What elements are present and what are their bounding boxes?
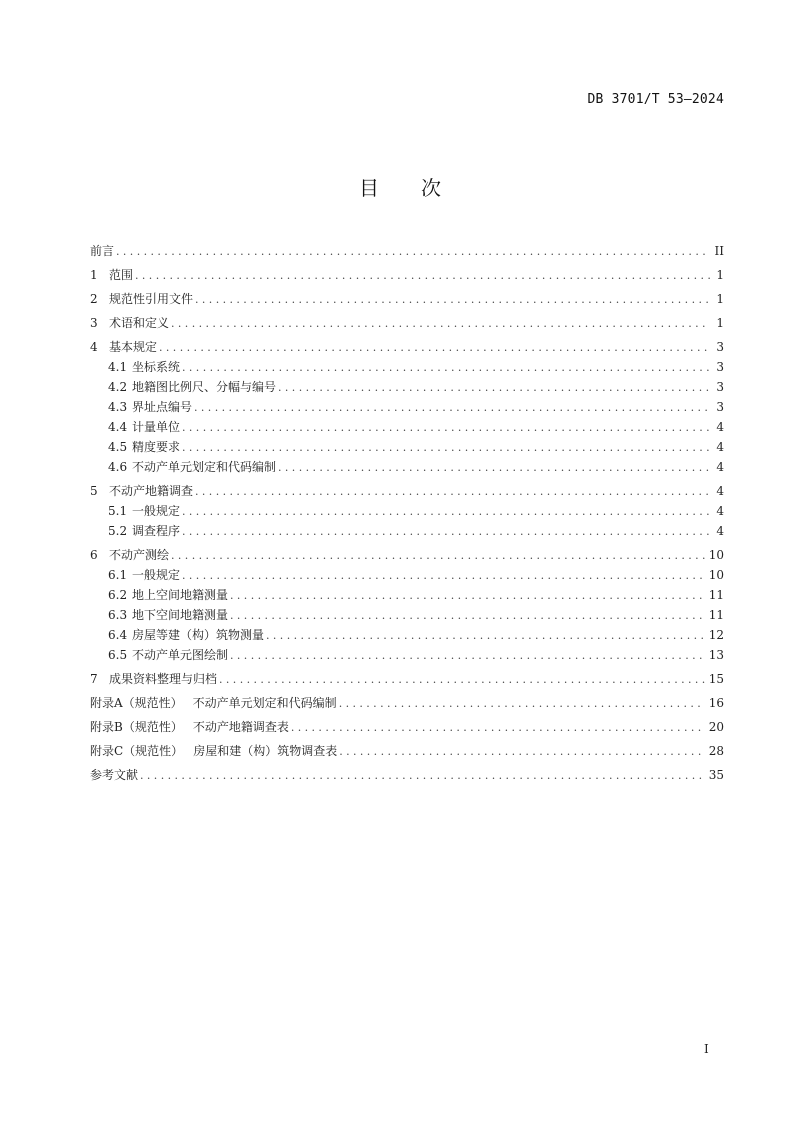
toc-page-number: 3 xyxy=(716,360,724,374)
toc-entry-label: 前言 xyxy=(90,244,115,258)
toc-entry-label: 不动产测绘 xyxy=(109,548,170,562)
dot-leader xyxy=(195,485,710,498)
toc-page-number: 16 xyxy=(708,696,724,710)
toc-entry[interactable] xyxy=(90,718,724,738)
toc-entry[interactable] xyxy=(90,566,724,586)
page-number: I xyxy=(704,1042,709,1056)
toc-appendix-title: 不动产地籍调查表 xyxy=(192,720,289,734)
toc-entry[interactable] xyxy=(90,742,724,762)
table-of-contents xyxy=(90,242,724,786)
toc-section-number: 6.5 xyxy=(108,648,128,662)
toc-page-number: 11 xyxy=(708,608,724,622)
dot-leader xyxy=(230,649,705,662)
toc-entry[interactable] xyxy=(90,670,724,690)
toc-entry[interactable] xyxy=(90,338,724,358)
toc-page-number: 1 xyxy=(716,292,724,306)
dot-leader xyxy=(278,461,710,474)
dot-leader xyxy=(159,341,710,354)
toc-page-number: 4 xyxy=(716,460,724,474)
dot-leader xyxy=(339,697,705,710)
toc-entry-label: 参考文献 xyxy=(90,768,139,782)
toc-appendix-title: 不动产单元划定和代码编制 xyxy=(192,696,337,710)
toc-page-number: 4 xyxy=(716,440,724,454)
toc-entry-label: 不动产单元划定和代码编制 xyxy=(132,460,277,474)
toc-appendix-title: 房屋和建（构）筑物调查表 xyxy=(193,744,338,758)
toc-entry[interactable] xyxy=(90,398,724,418)
toc-entry-label: 地籍图比例尺、分幅与编号 xyxy=(132,380,277,394)
toc-entry-label: 不动产单元图绘制 xyxy=(132,648,229,662)
toc-page-number: 10 xyxy=(708,568,724,582)
toc-section-number: 6.4 xyxy=(108,628,128,642)
toc-appendix-prefix: 附录C（规范性） xyxy=(90,744,184,758)
dot-leader xyxy=(135,269,710,282)
toc-entry[interactable] xyxy=(90,242,724,262)
toc-entry-label: 不动产地籍调查 xyxy=(109,484,194,498)
document-number: DB 3701/T 53—2024 xyxy=(587,92,724,107)
toc-section-number: 4.6 xyxy=(108,460,128,474)
dot-leader xyxy=(182,569,705,582)
toc-entry-label: 规范性引用文件 xyxy=(109,292,194,306)
toc-section-number: 3 xyxy=(90,316,98,330)
toc-page-number: 3 xyxy=(716,380,724,394)
toc-section-number: 6 xyxy=(90,548,98,562)
dot-leader xyxy=(230,609,705,622)
dot-leader xyxy=(291,721,705,734)
toc-entry-label: 一般规定 xyxy=(132,504,181,518)
toc-section-number: 5.2 xyxy=(108,524,128,538)
dot-leader xyxy=(339,745,705,758)
toc-page-number: 11 xyxy=(708,588,724,602)
dot-leader xyxy=(171,317,710,330)
toc-page-number: 4 xyxy=(716,420,724,434)
toc-entry-label: 坐标系统 xyxy=(132,360,181,374)
toc-entry[interactable] xyxy=(90,522,724,542)
toc-entry-label xyxy=(90,742,339,759)
toc-entry-label: 基本规定 xyxy=(109,340,158,354)
title-char-1: 目 xyxy=(359,176,379,200)
toc-page-number: 4 xyxy=(716,504,724,518)
toc-entry-label: 房屋等建（构）筑物测量 xyxy=(132,628,265,642)
toc-section-number: 6.1 xyxy=(108,568,128,582)
page-title xyxy=(0,172,800,201)
dot-leader xyxy=(140,769,705,782)
toc-entry-label: 界址点编号 xyxy=(132,400,193,414)
toc-page-number: 3 xyxy=(716,340,724,354)
toc-page-number: 13 xyxy=(708,648,724,662)
dot-leader xyxy=(278,381,710,394)
toc-section-number: 5 xyxy=(90,484,98,498)
toc-entry[interactable] xyxy=(90,694,724,714)
toc-page-number: 3 xyxy=(716,400,724,414)
toc-section-number: 7 xyxy=(90,672,98,686)
toc-entry-label: 调查程序 xyxy=(132,524,181,538)
toc-page-number: 4 xyxy=(716,524,724,538)
toc-entry-label xyxy=(90,694,339,711)
toc-page-number: 1 xyxy=(716,268,724,282)
toc-page-number: 35 xyxy=(708,768,724,782)
toc-section-number: 6.3 xyxy=(108,608,128,622)
toc-appendix-prefix: 附录A（规范性） xyxy=(90,696,183,710)
toc-entry-label: 成果资料整理与归档 xyxy=(109,672,218,686)
dot-leader xyxy=(182,361,710,374)
toc-section-number: 5.1 xyxy=(108,504,128,518)
dot-leader xyxy=(182,505,710,518)
toc-entry[interactable] xyxy=(90,482,724,502)
toc-section-number: 4 xyxy=(90,340,98,354)
title-char-2: 次 xyxy=(421,176,441,200)
toc-entry[interactable] xyxy=(90,314,724,334)
toc-page-number: 28 xyxy=(708,744,724,758)
toc-section-number: 6.2 xyxy=(108,588,128,602)
dot-leader xyxy=(116,245,710,258)
dot-leader xyxy=(194,401,710,414)
toc-section-number: 1 xyxy=(90,268,98,282)
toc-section-number: 4.4 xyxy=(108,420,128,434)
dot-leader xyxy=(230,589,705,602)
toc-entry[interactable] xyxy=(90,626,724,646)
toc-entry[interactable] xyxy=(90,438,724,458)
toc-section-number: 2 xyxy=(90,292,98,306)
toc-page-number: 20 xyxy=(708,720,724,734)
dot-leader xyxy=(182,441,710,454)
toc-entry[interactable] xyxy=(90,266,724,286)
toc-entry[interactable] xyxy=(90,418,724,438)
dot-leader xyxy=(195,293,710,306)
toc-entry-label: 术语和定义 xyxy=(109,316,170,330)
toc-entry-label: 一般规定 xyxy=(132,568,181,582)
toc-entry-label: 精度要求 xyxy=(132,440,181,454)
toc-appendix-prefix: 附录B（规范性） xyxy=(90,720,183,734)
dot-leader xyxy=(219,673,705,686)
toc-entry-label: 计量单位 xyxy=(132,420,181,434)
toc-section-number: 4.1 xyxy=(108,360,128,374)
toc-page-number: 1 xyxy=(716,316,724,330)
toc-section-number: 4.2 xyxy=(108,380,128,394)
toc-entry-label: 范围 xyxy=(109,268,134,282)
toc-section-number: 4.5 xyxy=(108,440,128,454)
toc-entry[interactable] xyxy=(90,766,724,786)
toc-entry-label: 地下空间地籍测量 xyxy=(132,608,229,622)
dot-leader xyxy=(182,525,710,538)
toc-entry[interactable] xyxy=(90,502,724,522)
toc-entry[interactable] xyxy=(90,358,724,378)
toc-entry[interactable] xyxy=(90,458,724,478)
toc-page-number: 4 xyxy=(716,484,724,498)
toc-entry-label: 地上空间地籍测量 xyxy=(132,588,229,602)
toc-page-number: 10 xyxy=(708,548,724,562)
toc-page-number: 15 xyxy=(708,672,724,686)
toc-entry[interactable] xyxy=(90,378,724,398)
toc-entry[interactable] xyxy=(90,606,724,626)
dot-leader xyxy=(171,549,705,562)
toc-page-number: 12 xyxy=(708,628,724,642)
toc-entry-label xyxy=(90,718,291,735)
toc-entry[interactable] xyxy=(90,546,724,566)
toc-section-number: 4.3 xyxy=(108,400,128,414)
toc-page-number: II xyxy=(714,244,724,258)
dot-leader xyxy=(266,629,705,642)
toc-entry[interactable] xyxy=(90,646,724,666)
dot-leader xyxy=(182,421,710,434)
toc-entry[interactable] xyxy=(90,586,724,606)
toc-entry[interactable] xyxy=(90,290,724,310)
